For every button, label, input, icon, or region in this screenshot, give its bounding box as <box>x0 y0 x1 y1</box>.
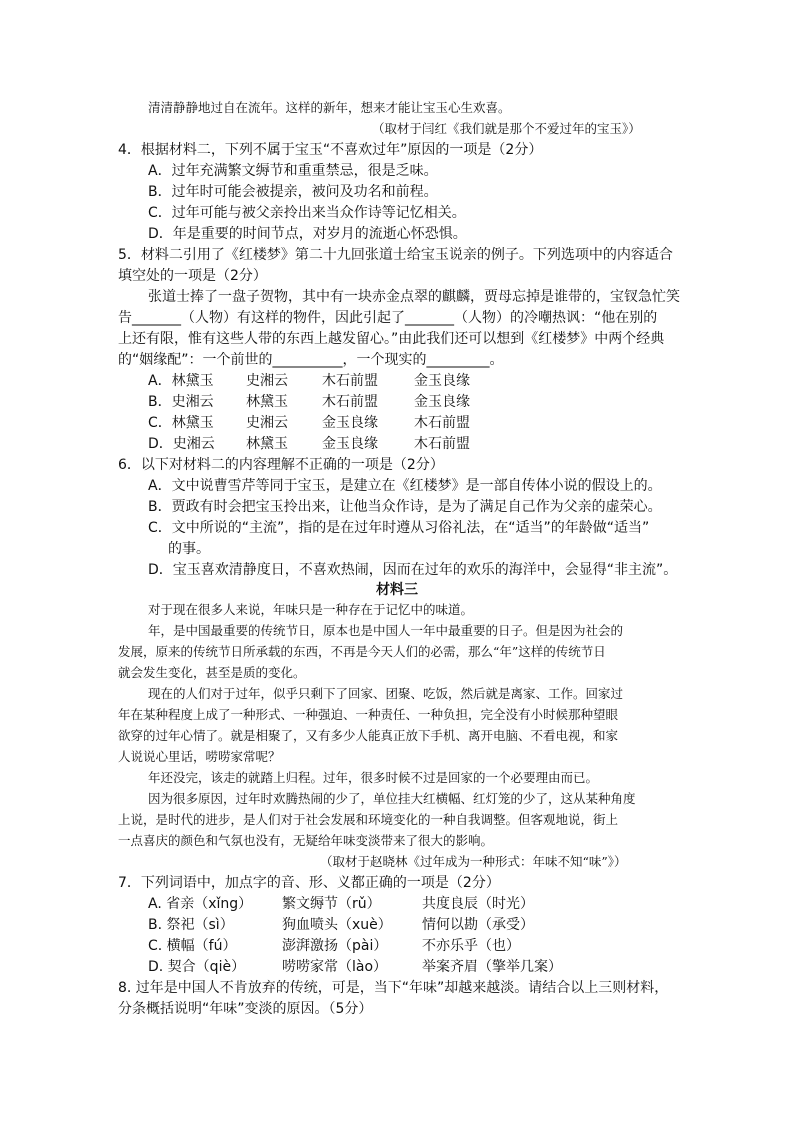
question-8-stem-line2: 分条概括说明“年味”变淡的原因。（5分） <box>118 1001 373 1017</box>
option-label: A．林黛玉 <box>148 373 214 389</box>
question-6-option-a: A．文中说曹雪芹等同于宝玉，是建立在《红楼梦》是一部自传体小说的假设上的。 <box>148 478 662 494</box>
option-cell: D. 契合（qiè） <box>148 959 246 975</box>
material3-line: 就会发生变化，甚至是质的变化。 <box>118 665 306 680</box>
option-cell: 共度良辰（时光） <box>422 896 534 912</box>
option-cell: 木石前盟 <box>322 394 378 410</box>
question-4-option-a: A．过年充满繁文缛节和重重禁忌，很是乏味。 <box>148 163 438 179</box>
question-4-option-c: C．过年可能与被父亲拎出来当众作诗等记忆相关。 <box>148 205 466 221</box>
material3-line: 年还没完，该走的就踏上归程。过年，很多时候不过是回家的一个必要理由而已。 <box>148 770 599 785</box>
question-6-option-c-continued: 的事。 <box>168 541 210 557</box>
material2-closing-line: 清清静静地过自在流年。这样的新年，想来才能让宝玉心生欢喜。 <box>148 100 511 115</box>
question-5-passage-line1: 张道士捧了一盘子贺物，其中有一块赤金点翠的麒麟，贾母忘掉是谁带的，宝钗急忙笑 <box>148 289 680 305</box>
material3-line: 一点喜庆的颜色和气氛也没有，无疑给年味变淡带来了很大的影响。 <box>118 833 494 848</box>
material3-line: 人说说心里话，唠唠家常呢？ <box>118 749 281 764</box>
option-cell: 木石前盟 <box>414 415 470 431</box>
option-label: B．史湘云 <box>148 394 214 410</box>
question-6-option-d: D．宝玉喜欢清静度日，不喜欢热闹，因而在过年的欢乐的海洋中，会显得“非主流”。 <box>148 562 678 578</box>
option-cell: C. 横幅（fú） <box>148 938 237 954</box>
material3-line: 年在某种程度上成了一种形式、一种强迫、一种责任、一种负担，完全没有小时候那种望眼 <box>118 707 619 722</box>
option-cell: 史湘云 <box>246 373 288 389</box>
material3-line: 年，是中国最重要的传统节日，原本也是中国人一年中最重要的日子。但是因为社会的 <box>148 623 624 638</box>
question-5-passage-line3: 上还有限，惟有这些人带的东西上越发留心。”由此我们还可以想到《红楼梦》中两个经典 <box>118 331 665 347</box>
question-5-stem-line1: 5．材料二引用了《红楼梦》第二十九回张道士给宝玉说亲的例子。下列选项中的内容适合 <box>118 247 673 263</box>
material3-line: 上说，是时代的进步，是人们对于社会发展和环境变化的一种自我调整。但客观地说，街上 <box>118 812 619 827</box>
option-cell: 举案齐眉（擎举几案） <box>422 959 562 975</box>
material3-title: 材料三 <box>376 582 418 598</box>
question-6-option-c: C．文中所说的“主流”，指的是在过年时遵从习俗礼法，在“适当”的年龄做“适当” <box>148 520 650 536</box>
option-cell: 繁文缛节（rǔ） <box>282 896 381 912</box>
option-cell: 金玉良缘 <box>414 394 470 410</box>
question-5-passage-line4: 的“姻缘配”：一个前世的__________，一个现实的_________。 <box>118 352 504 368</box>
option-cell: 不亦乐乎（也） <box>422 938 520 954</box>
question-7-stem: 7．下列词语中，加点字的音、形、义都正确的一项是（2分） <box>118 875 500 891</box>
option-cell: 林黛玉 <box>246 436 288 452</box>
question-4-option-d: D．年是重要的时间节点，对岁月的流逝心怀恐惧。 <box>148 226 467 242</box>
question-8-stem-line1: 8. 过年是中国人不肯放弃的传统，可是，当下“年味”却越来越淡。请结合以上三则材料， <box>118 980 669 996</box>
question-5-stem-line2: 填空处的一项是（2分） <box>118 268 267 284</box>
option-label: C．林黛玉 <box>148 415 214 431</box>
option-cell: 唠唠家常（lào） <box>282 959 388 975</box>
option-cell: 木石前盟 <box>322 373 378 389</box>
question-5-passage-line2: 告_______（人物）有这样的物件，因此引起了_______（人物）的冷嘲热讽：“他在别的 <box>118 310 658 326</box>
option-cell: 木石前盟 <box>414 436 470 452</box>
question-4-stem: 4．根据材料二，下列不属于宝玉“不喜欢过年”原因的一项是（2分） <box>118 142 543 158</box>
option-cell: A. 省亲（xǐng） <box>148 896 253 912</box>
option-cell: 狗血喷头（xuè） <box>282 917 392 933</box>
question-4-option-b: B．过年时可能会被提亲，被问及功名和前程。 <box>148 184 438 200</box>
option-cell: 澎湃激扬（pài） <box>282 938 388 954</box>
option-label: D．史湘云 <box>148 436 215 452</box>
material3-line: 因为很多原因，过年时欢腾热闹的少了，单位挂大红横幅、红灯笼的少了，这从某种角度 <box>148 791 636 806</box>
question-6-option-b: B．贾政有时会把宝玉拎出来，让他当众作诗，是为了满足自己作为父亲的虚荣心。 <box>148 499 662 515</box>
option-cell: 情何以勘（承受） <box>422 917 534 933</box>
option-cell: 林黛玉 <box>246 394 288 410</box>
material3-line: 发展，原来的传统节日所承载的东西，不再是今天人们的必需，那么“年”这样的传统节日 <box>118 644 606 659</box>
material3-line: 对于现在很多人来说，年味只是一种存在于记忆中的味道。 <box>148 602 474 617</box>
material3-line: 现在的人们对于过年，似乎只剩下了回家、团聚、吃饭，然后就是离家、工作。回家过 <box>148 686 624 701</box>
option-cell: 金玉良缘 <box>322 436 378 452</box>
material3-source: （取材于赵晓林《过年成为一种形式：年味不知“味”》） <box>320 854 627 869</box>
material2-source: （取材于闫红《我们就是那个不爱过年的宝玉》） <box>372 121 641 136</box>
question-6-stem: 6．以下对材料二的内容理解不正确的一项是（2分） <box>118 457 444 473</box>
option-cell: 金玉良缘 <box>414 373 470 389</box>
option-cell: B. 祭祀（sì） <box>148 917 234 933</box>
option-cell: 史湘云 <box>246 415 288 431</box>
option-cell: 金玉良缘 <box>322 415 378 431</box>
material3-line: 欲穿的过年心情了。就是相聚了，又有多少人能真正放下手机、离开电脑、不看电视，和家 <box>118 728 619 743</box>
